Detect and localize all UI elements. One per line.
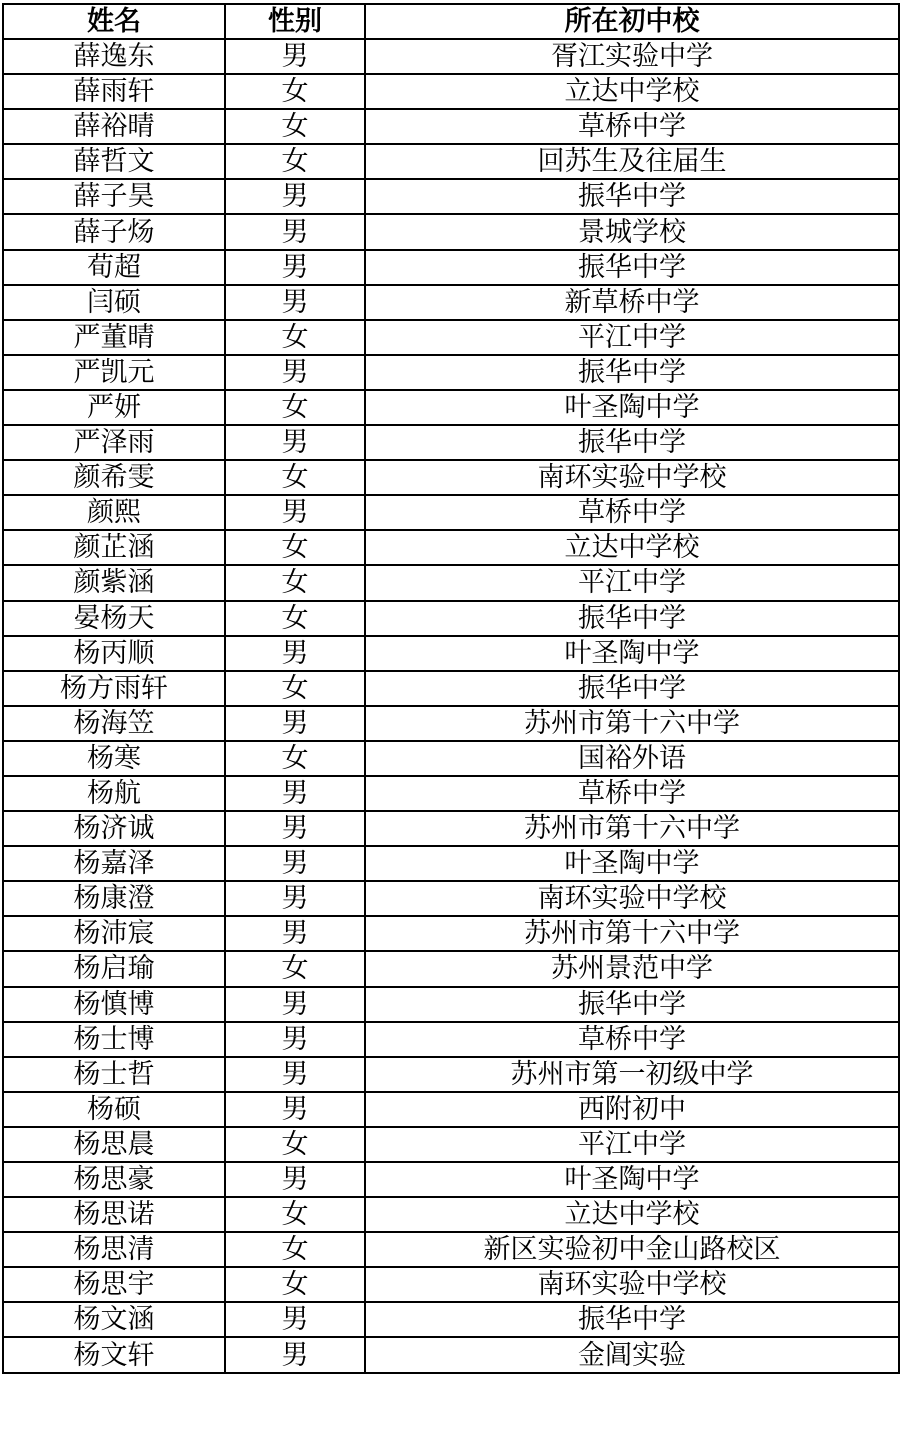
cell-gender: 男 [225,1302,365,1337]
table-row [3,916,899,951]
cell-school: 金阊实验 [365,1337,899,1372]
cell-school: 振华中学 [365,1302,899,1337]
cell-name: 严凯元 [3,355,225,390]
cell-name: 薛子炀 [3,214,225,249]
cell-school: 振华中学 [365,355,899,390]
cell-gender: 男 [225,881,365,916]
table-row [3,179,899,214]
cell-name: 杨慎博 [3,987,225,1022]
cell-school: 振华中学 [365,987,899,1022]
cell-name: 杨寒 [3,741,225,776]
cell-school: 叶圣陶中学 [365,1162,899,1197]
cell-name: 杨嘉泽 [3,846,225,881]
cell-name: 杨思诺 [3,1197,225,1232]
table-row [3,776,899,811]
cell-name: 杨启瑜 [3,951,225,986]
cell-gender: 男 [225,1057,365,1092]
table-row [3,565,899,600]
cell-school: 南环实验中学校 [365,460,899,495]
cell-school: 苏州市第十六中学 [365,916,899,951]
cell-name: 杨沛宸 [3,916,225,951]
table-row [3,741,899,776]
cell-school: 平江中学 [365,320,899,355]
cell-name: 杨思宇 [3,1267,225,1302]
table-row [3,39,899,74]
student-roster-sheet [2,3,898,1374]
cell-gender: 男 [225,355,365,390]
cell-name: 杨文涵 [3,1302,225,1337]
table-row [3,1197,899,1232]
cell-gender: 女 [225,1197,365,1232]
cell-name: 杨硕 [3,1092,225,1127]
table-row [3,706,899,741]
table-row [3,811,899,846]
table-row [3,109,899,144]
table-row [3,671,899,706]
cell-gender: 女 [225,320,365,355]
cell-gender: 男 [225,250,365,285]
cell-school: 叶圣陶中学 [365,636,899,671]
table-row [3,390,899,425]
cell-name: 严泽雨 [3,425,225,460]
cell-school: 振华中学 [365,601,899,636]
cell-school: 振华中学 [365,179,899,214]
cell-school: 胥江实验中学 [365,39,899,74]
cell-school: 草桥中学 [365,495,899,530]
table-row [3,144,899,179]
cell-name: 杨士哲 [3,1057,225,1092]
cell-name: 杨济诚 [3,811,225,846]
header-school: 所在初中校 [365,4,899,39]
table-row [3,1162,899,1197]
table-row [3,285,899,320]
cell-name: 杨士博 [3,1022,225,1057]
table-row [3,1232,899,1267]
cell-name: 薛裕晴 [3,109,225,144]
cell-gender: 男 [225,916,365,951]
cell-gender: 女 [225,671,365,706]
cell-school: 振华中学 [365,250,899,285]
cell-gender: 女 [225,390,365,425]
cell-school: 振华中学 [365,425,899,460]
cell-gender: 女 [225,144,365,179]
cell-school: 国裕外语 [365,741,899,776]
cell-school: 南环实验中学校 [365,881,899,916]
header-row [3,4,899,39]
cell-gender: 女 [225,1267,365,1302]
table-row [3,601,899,636]
cell-gender: 女 [225,74,365,109]
cell-name: 杨思豪 [3,1162,225,1197]
cell-school: 西附初中 [365,1092,899,1127]
table-row [3,214,899,249]
table-row [3,74,899,109]
table-row [3,1022,899,1057]
cell-gender: 男 [225,1337,365,1372]
cell-name: 颜紫涵 [3,565,225,600]
table-row [3,495,899,530]
cell-name: 杨航 [3,776,225,811]
cell-school: 叶圣陶中学 [365,846,899,881]
cell-name: 薛逸东 [3,39,225,74]
cell-name: 薛子昊 [3,179,225,214]
cell-school: 立达中学校 [365,1197,899,1232]
table-row [3,1057,899,1092]
cell-gender: 女 [225,601,365,636]
table-row [3,355,899,390]
cell-gender: 女 [225,741,365,776]
cell-name: 杨思晨 [3,1127,225,1162]
cell-name: 杨丙顺 [3,636,225,671]
cell-gender: 女 [225,951,365,986]
cell-school: 苏州景范中学 [365,951,899,986]
cell-name: 颜芷涵 [3,530,225,565]
cell-name: 颜熙 [3,495,225,530]
cell-name: 闫硕 [3,285,225,320]
cell-gender: 男 [225,1022,365,1057]
table-row [3,881,899,916]
cell-gender: 女 [225,1232,365,1267]
cell-name: 杨思清 [3,1232,225,1267]
table-row [3,987,899,1022]
cell-school: 新区实验初中金山路校区 [365,1232,899,1267]
cell-school: 振华中学 [365,671,899,706]
header-name: 姓名 [3,4,225,39]
cell-gender: 男 [225,811,365,846]
cell-name: 颜希雯 [3,460,225,495]
cell-school: 南环实验中学校 [365,1267,899,1302]
table-row [3,1267,899,1302]
table-row [3,1337,899,1372]
cell-school: 苏州市第十六中学 [365,811,899,846]
cell-gender: 男 [225,39,365,74]
cell-gender: 男 [225,214,365,249]
cell-gender: 男 [225,846,365,881]
table-row [3,1302,899,1337]
cell-gender: 男 [225,636,365,671]
cell-school: 草桥中学 [365,109,899,144]
cell-school: 草桥中学 [365,1022,899,1057]
cell-gender: 女 [225,1127,365,1162]
cell-school: 新草桥中学 [365,285,899,320]
cell-name: 杨康澄 [3,881,225,916]
cell-name: 薛哲文 [3,144,225,179]
cell-name: 严董晴 [3,320,225,355]
header-gender: 性别 [225,4,365,39]
table-row [3,951,899,986]
cell-name: 杨方雨轩 [3,671,225,706]
cell-gender: 男 [225,285,365,320]
cell-school: 平江中学 [365,565,899,600]
roster-body [3,39,899,1373]
cell-name: 晏杨天 [3,601,225,636]
cell-school: 苏州市第十六中学 [365,706,899,741]
cell-school: 平江中学 [365,1127,899,1162]
cell-gender: 女 [225,109,365,144]
cell-school: 草桥中学 [365,776,899,811]
cell-gender: 女 [225,530,365,565]
cell-gender: 女 [225,460,365,495]
table-row [3,636,899,671]
cell-school: 苏州市第一初级中学 [365,1057,899,1092]
table-row [3,250,899,285]
table-row [3,530,899,565]
cell-name: 薛雨轩 [3,74,225,109]
cell-school: 景城学校 [365,214,899,249]
table-row [3,460,899,495]
cell-gender: 男 [225,1092,365,1127]
cell-school: 回苏生及往届生 [365,144,899,179]
student-roster-table [2,3,900,1374]
cell-school: 立达中学校 [365,530,899,565]
cell-gender: 男 [225,987,365,1022]
table-row [3,425,899,460]
cell-name: 杨文轩 [3,1337,225,1372]
cell-school: 立达中学校 [365,74,899,109]
cell-gender: 男 [225,425,365,460]
table-row [3,846,899,881]
table-row [3,1127,899,1162]
cell-gender: 男 [225,179,365,214]
table-row [3,1092,899,1127]
cell-name: 严妍 [3,390,225,425]
cell-gender: 男 [225,706,365,741]
table-row [3,320,899,355]
cell-name: 荀超 [3,250,225,285]
cell-gender: 女 [225,565,365,600]
cell-gender: 男 [225,495,365,530]
cell-school: 叶圣陶中学 [365,390,899,425]
cell-gender: 男 [225,776,365,811]
cell-gender: 男 [225,1162,365,1197]
cell-name: 杨海笠 [3,706,225,741]
